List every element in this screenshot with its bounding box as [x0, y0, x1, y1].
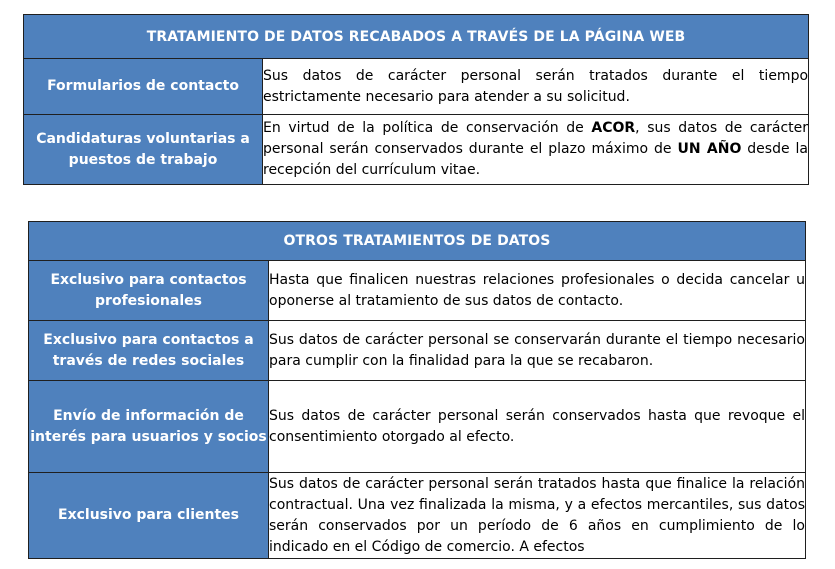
row-label-contact-forms: Formularios de contacto: [24, 59, 263, 115]
row-label-social-contacts: Exclusivo para contactos a través de redes sociales: [29, 321, 269, 381]
other-processing-table-title: OTROS TRATAMIENTOS DE DATOS: [29, 222, 806, 261]
table-row: [29, 473, 806, 559]
row-label-info-users-members: Envío de información de interés para usuarios y socios: [29, 381, 269, 473]
row-value-social-contacts: Sus datos de carácter personal se conservarán durante el tiempo necesario para cumplir con la finalidad para la que se recabaron.: [269, 321, 806, 381]
row-value-contact-forms: Sus datos de carácter personal serán tratados durante el tiempo estrictamente necesario para atender a su solicitud.: [263, 59, 809, 115]
company-name: ACOR: [591, 120, 636, 136]
web-data-table: [23, 14, 809, 185]
row-value-info-users-members: Sus datos de carácter personal serán conservados hasta que revoque el consentimiento otorgado al efecto.: [269, 381, 806, 473]
row-label-professional-contacts: Exclusivo para contactos profesionales: [29, 261, 269, 321]
row-value-professional-contacts: Hasta que finalicen nuestras relaciones profesionales o decida cancelar u oponerse al tratamiento de sus datos de contacto.: [269, 261, 806, 321]
row-label-job-applications: Candidaturas voluntarias a puestos de trabajo: [24, 115, 263, 185]
retention-period: UN AÑO: [677, 141, 742, 157]
row-value-clients: [269, 473, 806, 559]
text-segment: En virtud de la política de conservación de: [263, 120, 592, 136]
table-row: [29, 321, 806, 381]
table-row: [24, 59, 809, 115]
row-value-clients-text: Sus datos de carácter personal serán tratados hasta que finalice la relación contractual. Una vez finalizada la misma, y a efectos mercantiles, sus datos serán conservados por un período de 6 años en cumplimiento de lo indicado en el Código de comercio. A efectos: [269, 476, 805, 555]
row-label-clients: Exclusivo para clientes: [29, 473, 269, 559]
table-row: [24, 115, 809, 185]
other-processing-table: [28, 221, 806, 559]
row-value-job-applications: [263, 115, 809, 185]
text-segment: desde la recepción del currículum vitae.: [263, 141, 809, 178]
table-row: [29, 261, 806, 321]
text-segment: , sus datos de carácter personal serán conservados durante el plazo máximo de: [263, 120, 809, 157]
web-data-table-title: TRATAMIENTO DE DATOS RECABADOS A TRAVÉS DE LA PÁGINA WEB: [24, 15, 809, 59]
table-row: [29, 381, 806, 473]
